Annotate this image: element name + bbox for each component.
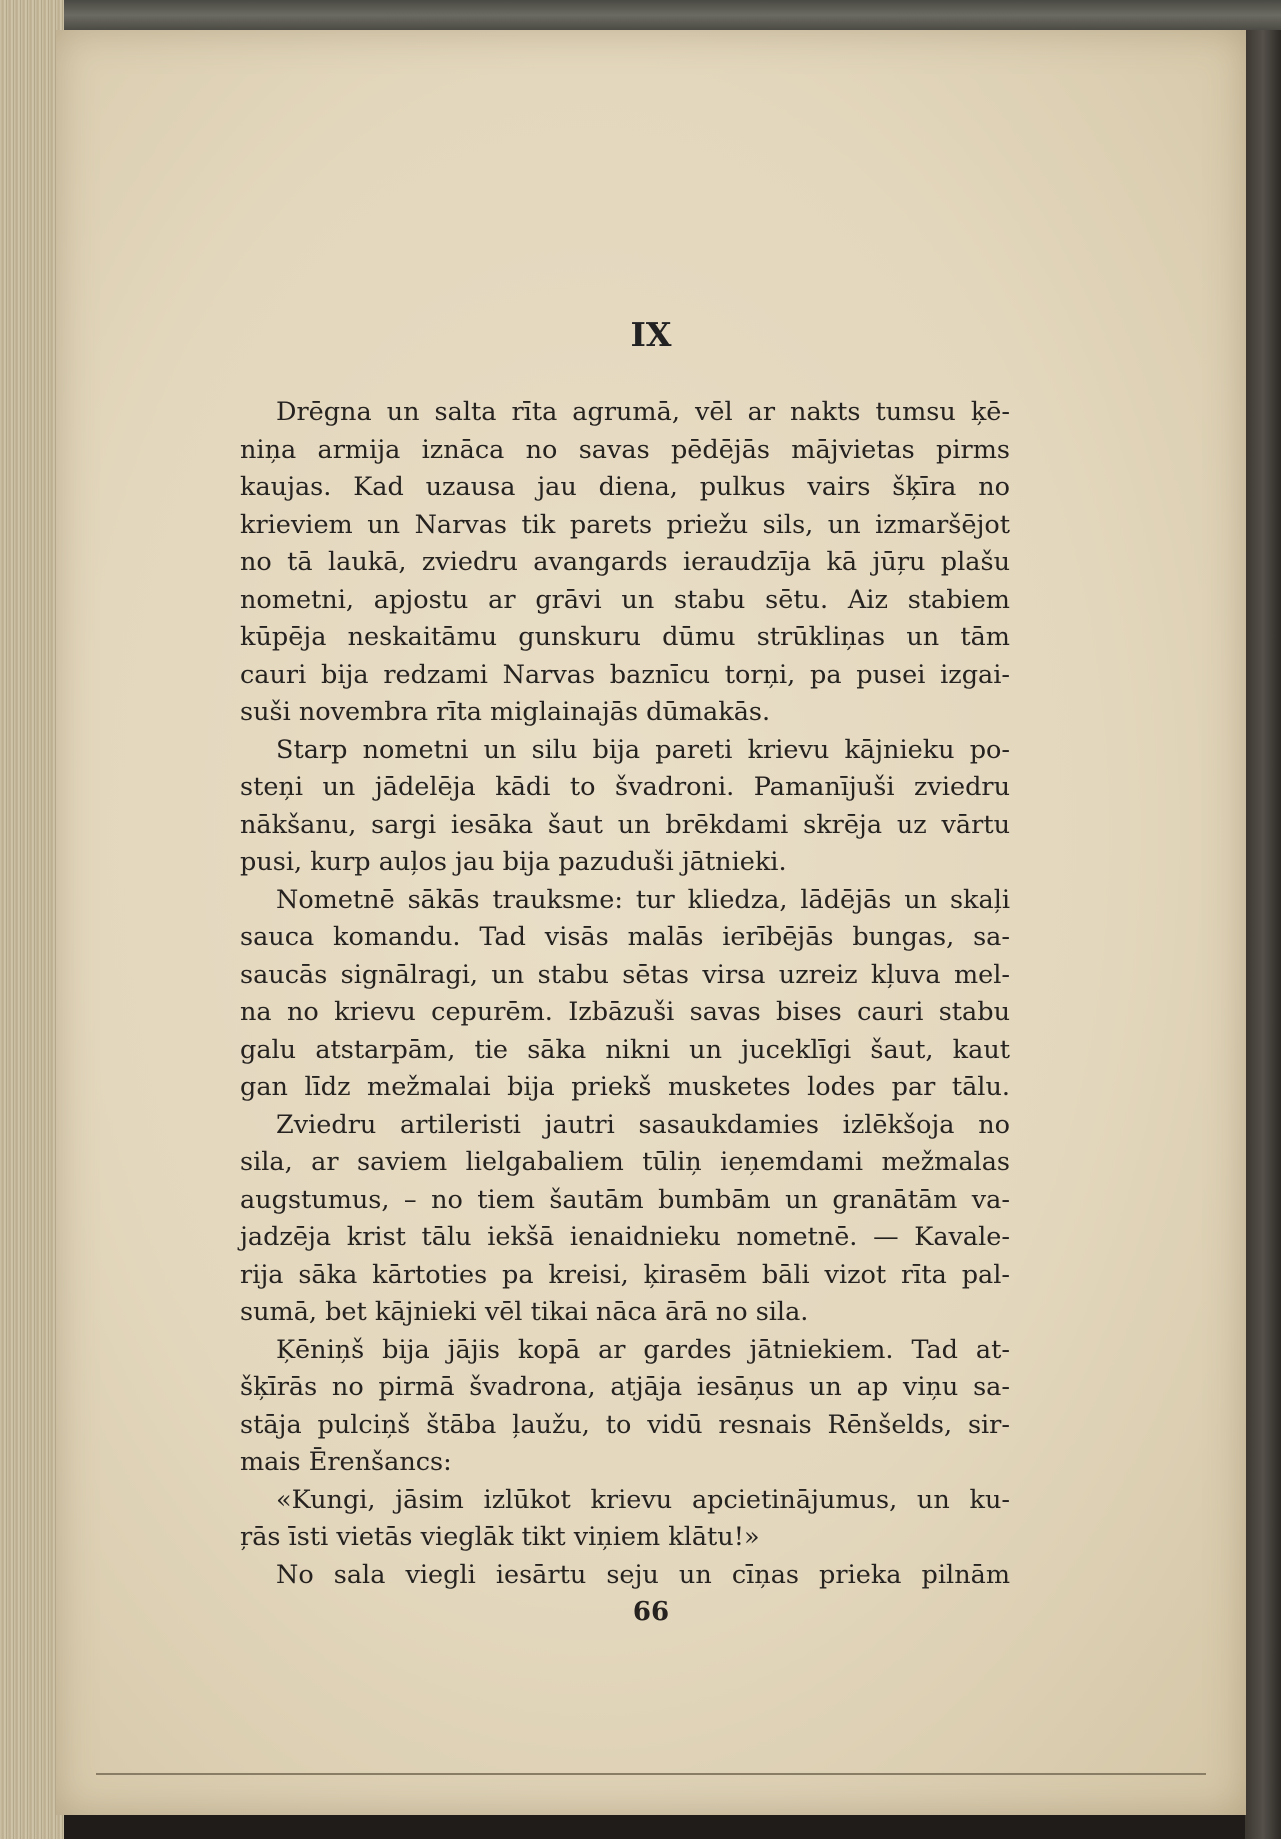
text-line: krieviem un Narvas tik parets priežu sils, un izmaršējot xyxy=(240,509,1010,540)
book-cover-right xyxy=(1245,30,1281,1839)
text-line: rija sāka kārtoties pa kreisi, ķirasēm bāli vizot rīta pal- xyxy=(240,1259,1010,1290)
text-line: cauri bija redzami Narvas baznīcu torņi, pa pusei izgai- xyxy=(240,659,1010,690)
text-line: galu atstarpām, tie sāka nikni un juceklīgi šaut, kaut xyxy=(240,1034,1010,1065)
text-line: ŗās īsti vietās vieglāk tikt viņiem klātu!» xyxy=(240,1522,760,1552)
text-line: nometni, apjostu ar grāvi un stabu sētu. Aiz stabiem xyxy=(240,584,1010,615)
text-line: mais Ērenšancs: xyxy=(240,1447,452,1477)
text-line: «Kungi, jāsim izlūkot krievu apcietinājumus, un ku- xyxy=(276,1484,1010,1515)
text-line: na no krievu cepurēm. Izbāzuši savas bises cauri stabu xyxy=(240,997,1010,1027)
page-divider xyxy=(96,1773,1206,1775)
text-line: kaujas. Kad uzausa jau diena, pulkus vairs šķīra no xyxy=(240,472,1010,502)
body-text xyxy=(240,394,1010,1594)
text-line: Ķēniņš bija jājis kopā ar gardes jātniekiem. Tad at- xyxy=(276,1334,1010,1365)
text-line: saucās signālragi, un stabu sētas virsa uzreiz kļuva mel- xyxy=(240,959,1010,990)
text-line: šķīrās no pirmā švadrona, atjāja iesāņus un ap viņu sa- xyxy=(240,1372,1010,1402)
text-line: Zviedru artileristi jautri sasaukdamies izlēkšoja no xyxy=(276,1109,1010,1140)
text-line: suši novembra rīta miglainajās dūmakās. xyxy=(240,697,771,727)
text-line: steņi un jādelēja kādi to švadroni. Pamanījuši zviedru xyxy=(240,772,1010,802)
page-number: 66 xyxy=(632,1597,670,1627)
text-line: kūpēja neskaitāmu gunskuru dūmu strūkliņas un tām xyxy=(240,622,1010,652)
text-line: gan līdz mežmalai bija priekš musketes lodes par tālu. xyxy=(240,1072,1010,1102)
text-line: Starp nometni un silu bija pareti krievu kājnieku po- xyxy=(276,734,1010,765)
chapter-heading: IX xyxy=(630,315,672,354)
text-line: jadzēja krist tālu iekšā ienaidnieku nometnē. — Kavale- xyxy=(240,1222,1010,1252)
text-line: Nometnē sākās trauksme: tur kliedza, lādējās un skaļi xyxy=(276,884,1010,915)
text-line: sauca komandu. Tad visās malās ierībējās bungas, sa- xyxy=(240,922,1010,952)
text-line: augstumus, – no tiem šautām bumbām un granātām va- xyxy=(240,1184,1010,1215)
text-line: niņa armija iznāca no savas pēdējās mājvietas pirms xyxy=(240,434,1010,465)
text-line: sumā, bet kājnieki vēl tikai nāca ārā no sila. xyxy=(240,1297,809,1327)
text-line: no tā laukā, zviedru avangards ieraudzīja kā jūŗu plašu xyxy=(240,547,1010,577)
text-line: sila, ar saviem lielgabaliem tūliņ ieņemdami mežmalas xyxy=(240,1147,1010,1177)
book-page xyxy=(56,30,1246,1815)
text-line: pusi, kurp auļos jau bija pazuduši jātnieki. xyxy=(240,847,787,877)
text-line: stāja pulciņš štāba ļaužu, to vidū resnais Rēnšelds, sir- xyxy=(240,1409,1010,1440)
text-line: nākšanu, sargi iesāka šaut un brēkdami skrēja uz vārtu xyxy=(240,809,1010,840)
text-line: No sala viegli iesārtu seju un cīņas prieka pilnām xyxy=(276,1559,1010,1590)
text-line: Drēgna un salta rīta agrumā, vēl ar nakts tumsu ķē- xyxy=(276,397,1010,427)
page-edges-left xyxy=(0,0,64,1839)
